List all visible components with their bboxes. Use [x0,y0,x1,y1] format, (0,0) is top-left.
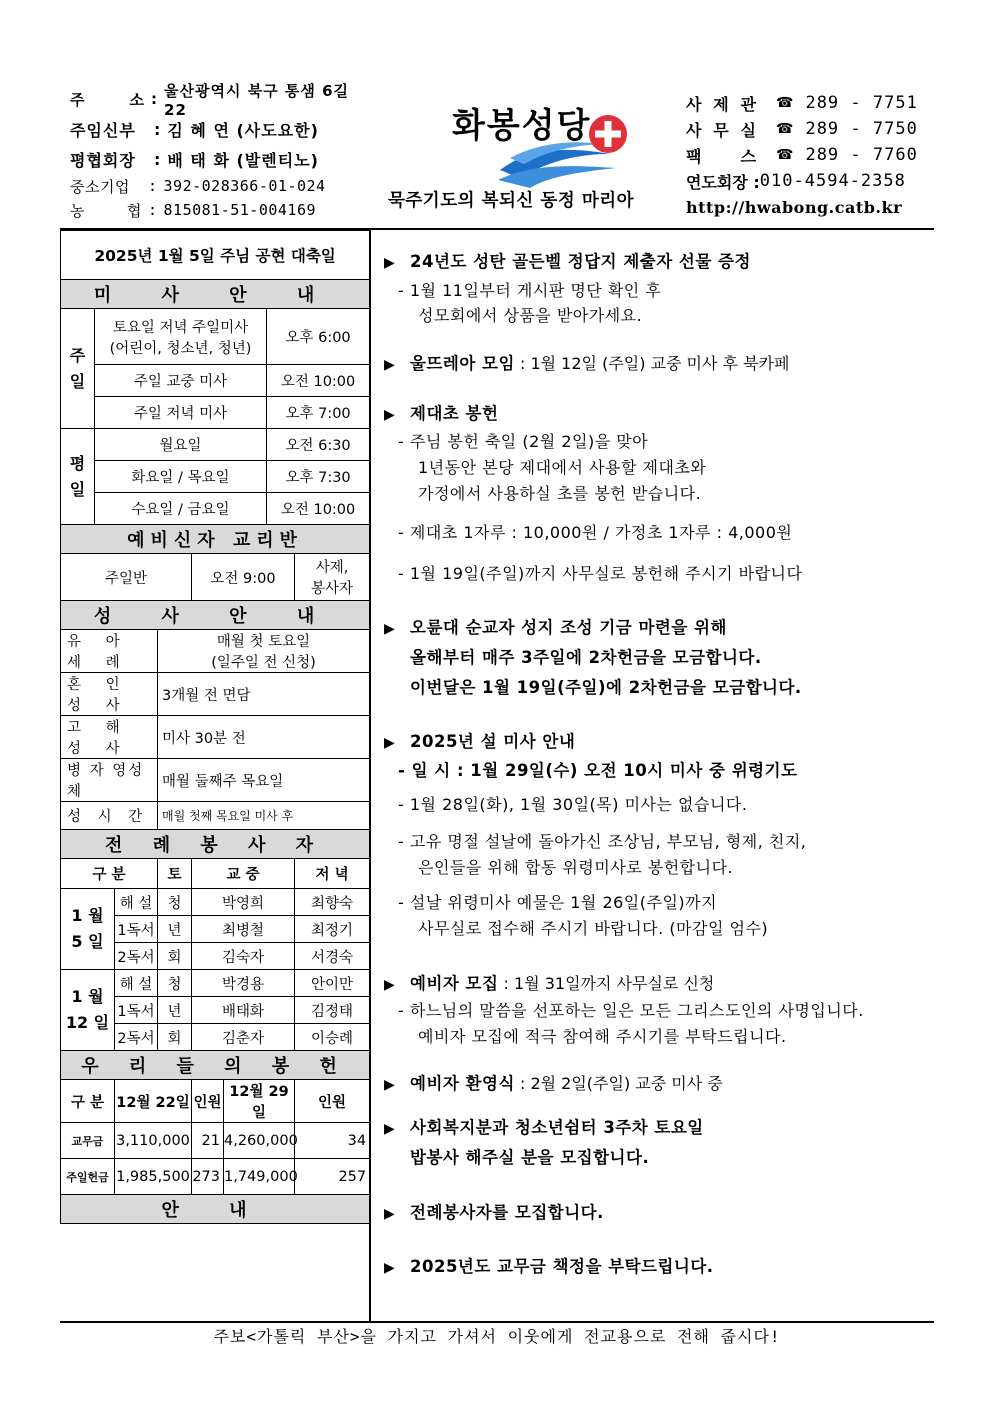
office-label: 사 무 실 [686,120,756,140]
rectory-label: 사 제 관 [686,94,756,114]
catechumen-class: 주일반 [61,554,192,601]
mass-name: 화요일 / 목요일 [95,461,267,493]
sacrament-row [61,802,370,830]
mass-time: 오전 10:00 [267,493,370,525]
servers-heading: 전 례 봉 사 자 [61,830,370,859]
triangle-bullet-icon: ▶ [384,255,395,271]
weekday-label: 평일 [61,429,95,525]
announcement-item [384,248,944,272]
mass-row [61,365,370,397]
servers-heading-row [61,830,370,859]
announcement-text: - 주님 봉헌 축일 (2월 2일)을 맞아 [398,432,649,451]
offering-amount: 1,985,500 [115,1159,192,1195]
sacrament-value: 매월 둘째주 목요일 [158,759,370,802]
fax-number: 289 - 7760 [805,145,918,165]
contact-value: 010-4594-2358 [759,171,906,191]
announcement-item [384,614,944,638]
council-row: 평협회장 : 배 태 화 (발렌티노) [70,149,319,170]
servers-col-header: 토 [158,859,192,889]
bank1-value: 392-028366-01-024 [163,177,326,195]
parish-motto: 묵주기도의 복되신 동정 마리아 [388,191,635,211]
sacrament-name: 병 자 영성체 [61,759,158,802]
sunday-label: 주일 [61,309,95,429]
mass-name: 주일 교중 미사 [95,365,267,397]
offering-amount: 4,260,000 [224,1123,295,1159]
announcement-text: - 하느님의 말씀을 선포하는 일은 모든 그리스도인의 사명입니다. [398,1001,864,1020]
announcement-item [384,1199,944,1223]
sacrament-value: 미사 30분 전 [158,716,370,759]
mass-name: 토요일 저녁 주일미사 (어린이, 청소년, 청년) [95,309,267,365]
office-row [686,116,936,142]
bank1-row: 중소기업 : 392-028366-01-024 [70,177,326,196]
server-role: 2독서 [115,1024,158,1051]
server-main: 김춘자 [192,1024,295,1051]
bank2-value: 815081-51-004169 [163,201,317,219]
website-row [686,194,936,220]
server-team: 회 [158,943,192,970]
footer-note: 주보<가톨릭 부산>을 가지고 가셔서 이웃에게 전교용으로 전해 줍시다! [213,1327,781,1346]
announcement-detail: : 2월 2일(주일) 교중 미사 중 [514,1074,723,1093]
server-team: 청 [158,970,192,997]
mass-row [61,429,370,461]
servers-col-header: 교 중 [192,859,295,889]
server-team: 회 [158,1024,192,1051]
offering-count: 21 [192,1123,224,1159]
pastor-row: 주임신부 : 김 혜 연 (사도요한) [70,119,319,140]
servers-header-row [61,859,370,889]
triangle-bullet-icon: ▶ [384,1260,395,1276]
announcement-item [384,1253,944,1277]
sacrament-name: 성 시 간 [61,802,158,830]
announcement-text: 이번달은 1월 19일(주일)에 2차헌금을 모금합니다. [410,678,802,697]
triangle-bullet-icon: ▶ [384,357,395,373]
offering-count: 257 [295,1159,370,1195]
server-role: 1독서 [115,997,158,1024]
announcement-detail: : 1월 31일까지 사무실로 신청 [498,974,715,993]
mass-name: 월요일 [95,429,267,461]
announcement-title: 예비자 환영식 [410,1074,515,1093]
sacraments-heading: 성 사 안 내 [61,601,370,630]
announcement-title: 24년도 성탄 골든벨 정답지 제출자 선물 증정 [410,252,751,271]
server-date: 1 월 12 일 [61,970,115,1051]
server-role: 해 설 [115,970,158,997]
server-evening: 이승례 [295,1024,370,1051]
servers-col-header: 구 분 [61,859,158,889]
mass-heading: 미 사 안 내 [61,280,370,309]
sacrament-name: 혼 인 성 사 [61,673,158,716]
server-row [61,889,370,916]
announcement-text: - 1월 28일(화), 1월 30일(목) 미사는 없습니다. [398,795,748,814]
announcement-title: 사회복지분과 청소년쉼터 3주차 토요일 [410,1118,704,1137]
offering-label: 교무금 [61,1123,115,1159]
mass-name: 수요일 / 금요일 [95,493,267,525]
triangle-bullet-icon: ▶ [384,977,395,993]
sacrament-row [61,716,370,759]
mass-time: 오후 6:00 [267,309,370,365]
announcement-text: 올해부터 매주 3주일에 2차헌금을 모금합니다. [410,648,762,667]
catechumen-heading: 예비신자 교리반 [61,525,370,554]
sacrament-name: 고 해 성 사 [61,716,158,759]
announcement-detail: : 1월 12일 (주일) 교중 미사 후 북카페 [514,354,790,373]
offering-col-header: 인원 [192,1080,224,1123]
server-main: 최병철 [192,916,295,943]
catechumen-row [61,554,370,601]
announcement-text: 은인들을 위해 합동 위령미사로 봉헌합니다. [418,858,734,877]
council-value: 배 태 화 (발렌티노) [167,150,319,170]
rectory-phone: 289 - 7751 [805,93,918,113]
server-evening: 김정태 [295,997,370,1024]
mass-time: 오전 6:30 [267,429,370,461]
triangle-bullet-icon: ▶ [384,735,395,751]
offering-amount: 3,110,000 [115,1123,192,1159]
sacrament-row [61,673,370,716]
website-link[interactable]: http://hwabong.catb.kr [686,197,902,217]
server-row [61,970,370,997]
header-info-left [70,81,370,222]
announcement-title: 오륜대 순교자 성지 조성 기금 마련을 위해 [410,618,727,637]
address-label: 주 소 [70,90,146,109]
server-evening: 최향숙 [295,889,370,916]
bank2-label: 농 협 [70,201,142,220]
fax-label: 팩 스 [686,146,756,166]
notice-heading-row [61,1195,370,1224]
offering-heading: 우 리 들 의 봉 헌 [61,1051,370,1080]
announcement-title: 울뜨레아 모임 [410,354,515,373]
catechumen-time: 오전 9:00 [192,554,295,601]
triangle-bullet-icon: ▶ [384,407,395,423]
bank2-row: 농 협 : 815081-51-004169 [70,201,317,220]
announcement-item [384,400,944,424]
server-role: 2독서 [115,943,158,970]
announcement-text: - 1월 11일부터 게시판 명단 확인 후 [398,281,662,300]
offering-heading-row [61,1051,370,1080]
council-label: 평협회장 [70,150,136,170]
office-phone: 289 - 7750 [805,119,918,139]
date-title: 2025년 1월 5일 주님 공현 대축일 [61,231,370,280]
offering-col-header: 12월 29일 [224,1080,295,1123]
parish-name: 화봉성당 [452,106,592,146]
offering-label: 주일헌금 [61,1159,115,1195]
announcement-text: 1년동안 본당 제대에서 사용할 제대초와 [418,458,707,477]
catechumen-teacher: 사제, 봉사자 [295,554,370,601]
announcement-item [384,1114,944,1138]
announcement-item [384,728,944,752]
server-team: 년 [158,997,192,1024]
offering-col-header: 12월 22일 [115,1080,192,1123]
servers-col-header: 저 녁 [295,859,370,889]
server-team: 년 [158,916,192,943]
header-info-right [686,90,936,220]
server-role: 해 설 [115,889,158,916]
triangle-bullet-icon: ▶ [384,621,395,637]
offering-col-header: 구 분 [61,1080,115,1123]
announcement-text: - 일 시 : 1월 29일(수) 오전 10시 미사 중 위령기도 [398,761,798,780]
server-evening: 최정기 [295,916,370,943]
offering-count: 34 [295,1123,370,1159]
announcement-text: - 1월 19일(주일)까지 사무실로 봉헌해 주시기 바랍니다 [398,564,803,583]
announcement-text: 사무실로 접수해 주시기 바랍니다. (마감일 엄수) [418,919,769,938]
server-main: 박경용 [192,970,295,997]
sacrament-row [61,759,370,802]
schedule-table [60,230,370,1224]
offering-count: 273 [192,1159,224,1195]
parish-logo [440,92,640,192]
server-role: 1독서 [115,916,158,943]
phone-icon: ☎ [776,121,794,137]
offering-header-row [61,1080,370,1123]
announcement-title: 제대초 봉헌 [410,404,499,423]
sacrament-name: 유 아 세 례 [61,630,158,673]
announcement-item [384,350,944,374]
pastor-value: 김 혜 연 (사도요한) [167,120,319,140]
server-date: 1 월 5 일 [61,889,115,970]
triangle-bullet-icon: ▶ [384,1077,395,1093]
announcement-text: - 고유 명절 설날에 돌아가신 조상님, 부모님, 형제, 친지, [398,832,807,851]
phone-icon: ☎ [776,147,794,163]
sacrament-row [61,630,370,673]
offering-row [61,1159,370,1195]
offering-amount: 1,749,000 [224,1159,295,1195]
mass-row [61,493,370,525]
server-main: 박영희 [192,889,295,916]
announcement-text: 성모회에서 상품을 받아가세요. [418,306,643,325]
announcement-text: 예비자 모집에 적극 참여해 주시기를 부탁드립니다. [418,1027,787,1046]
rectory-row [686,90,936,116]
phone-icon: ☎ [776,95,794,111]
mass-name: 주일 저녁 미사 [95,397,267,429]
server-evening: 안이만 [295,970,370,997]
triangle-bullet-icon: ▶ [384,1206,395,1222]
announcement-item [384,970,944,994]
server-main: 배태화 [192,997,295,1024]
announcement-item [384,1070,944,1094]
sacraments-heading-row [61,601,370,630]
notice-heading: 안 내 [61,1195,370,1224]
announcement-title: 예비자 모집 [410,974,499,993]
announcement-title: 2025년도 교무금 책정을 부탁드립니다. [410,1257,714,1276]
sacrament-value: 매월 첫째 목요일 미사 후 [158,802,370,830]
left-column [60,230,369,1224]
mass-heading-row [61,280,370,309]
sacrament-value: 3개월 전 면담 [158,673,370,716]
announcement-text: 밥봉사 해주실 분을 모집합니다. [410,1148,650,1167]
mass-row [61,461,370,493]
announcement-text: - 설날 위령미사 예물은 1월 26일(주일)까지 [398,893,718,912]
contact-label: 연도회장 : [686,172,760,192]
pastor-label: 주임신부 [70,120,136,140]
fax-row [686,142,936,168]
address-value: 울산광역시 북구 통샘 6길 22 [164,81,350,119]
catechumen-heading-row [61,525,370,554]
announcement-title: 전례봉사자를 모집합니다. [410,1203,604,1222]
sacrament-value: 매월 첫 토요일 (일주일 전 신청) [158,630,370,673]
offering-row [61,1123,370,1159]
contact-row [686,168,936,194]
bank1-label: 중소기업 [70,177,130,196]
mass-row [61,309,370,365]
date-row [61,231,370,280]
server-team: 청 [158,889,192,916]
announcement-title: 2025년 설 미사 안내 [410,732,576,751]
mass-row [61,397,370,429]
mass-time: 오후 7:30 [267,461,370,493]
server-main: 김숙자 [192,943,295,970]
announcement-text: - 제대초 1자루 : 10,000원 / 가정초 1자루 : 4,000원 [398,523,793,542]
triangle-bullet-icon: ▶ [384,1121,395,1137]
server-evening: 서경숙 [295,943,370,970]
mass-time: 오후 7:00 [267,397,370,429]
offering-col-header: 인원 [295,1080,370,1123]
mass-time: 오전 10:00 [267,365,370,397]
announcement-text: 가정에서 사용하실 초를 봉헌 받습니다. [418,484,702,503]
address-row: 주 소 : 울산광역시 북구 통샘 6길 22 [70,84,370,114]
